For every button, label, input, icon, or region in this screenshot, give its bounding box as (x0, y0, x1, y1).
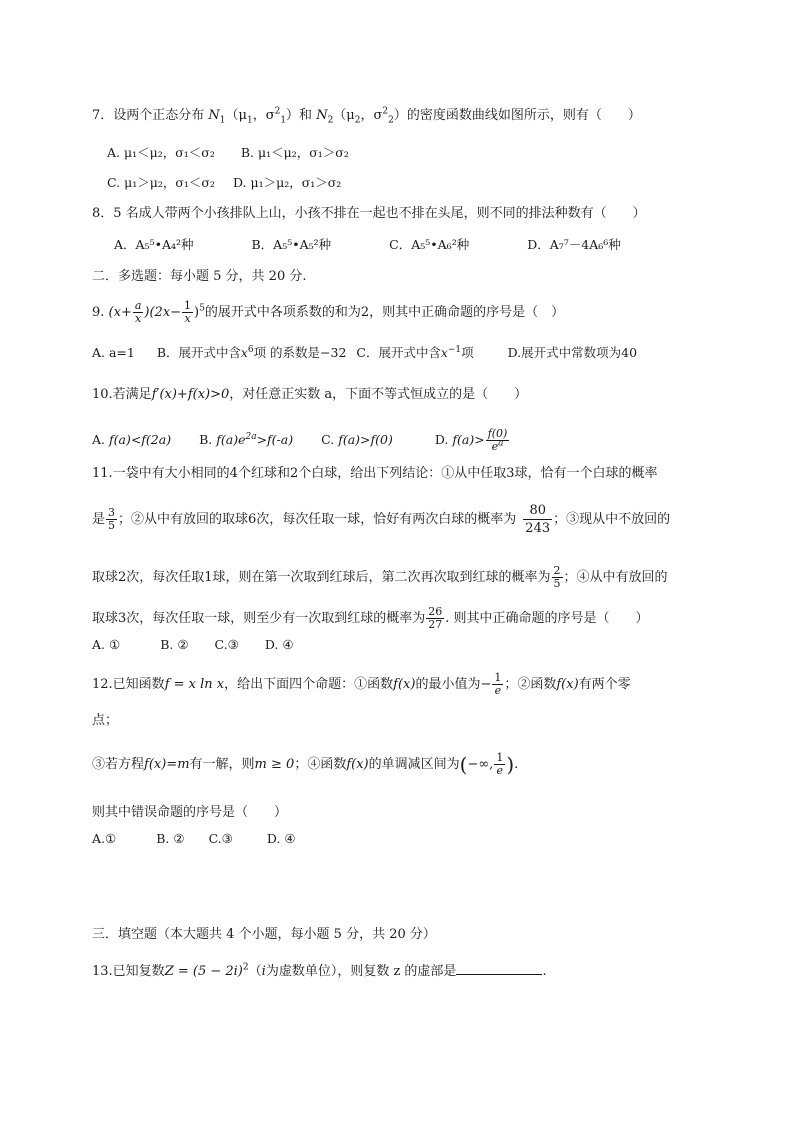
q10-option-d-frac (486, 428, 510, 453)
q10-option-d-den (486, 438, 510, 453)
q7-sigma1-sup: 2 (274, 106, 281, 117)
q7-n1: N (208, 108, 220, 123)
q12-line3-d: 的单调减区间为 (368, 757, 460, 772)
q10-option-c-expr: f(a)>f(0) (338, 432, 393, 447)
q9-option-b-var: x (241, 346, 248, 360)
q9-frac1-den: x (135, 312, 142, 325)
q9-expr-part2: )(2x− (144, 305, 182, 320)
q7-option-a[interactable]: A. μ₁＜μ₂，σ₁＜σ₂ (107, 145, 215, 160)
q7-options-row1 (107, 144, 349, 162)
q7-n1-params: （μ (225, 108, 247, 123)
q9-option-c[interactable] (356, 345, 473, 360)
q11-line4-text: 取球3次，每次任取一球，则至少有一次取到红球的概率为 (92, 611, 426, 626)
q7-option-c[interactable]: C. μ₁＞μ₂，σ₁＜σ₂ (107, 175, 215, 190)
q12-interval-num: 1 (496, 751, 504, 764)
q10-option-d-expr: f(a)> (452, 432, 485, 447)
q11-frac-26-27 (426, 606, 444, 631)
q13-stem-end: . (542, 964, 547, 979)
q12-interval-open-paren: ( (459, 752, 468, 777)
q13-stem-text: 13.已知复数 (92, 964, 165, 979)
q9-options (92, 344, 637, 362)
q10-option-b-expr: f(a)e (216, 432, 246, 447)
q10-option-d-label: D. (434, 432, 449, 447)
q7-mu1-sub: 1 (246, 115, 253, 126)
q12-stem-c: 的最小值为 (415, 677, 481, 692)
q7-n2-params: （μ (333, 108, 355, 123)
q10-option-a[interactable] (92, 432, 171, 447)
section-3-title: 三．填空题（本大题共 4 个小题，每小题 5 分，共 20 分） (92, 927, 436, 942)
q12-fx-1: f(x) (393, 677, 416, 692)
q11-line2 (92, 502, 670, 537)
section-2-title: 二．多选题：每小题 5 分，共 20 分. (92, 269, 307, 284)
q8-option-b[interactable]: B．A₅⁵•A₅²种 (251, 237, 332, 252)
q9-option-d[interactable]: D.展开式中常数项为40 (507, 345, 638, 360)
q10-option-c-label: C. (321, 432, 335, 447)
q11-line1: 11.一袋中有大小相同的4个红球和2个白球，给出下列结论：①从中任取3球，恰有一个白球的概率 (92, 466, 658, 481)
q11-options (92, 636, 294, 654)
q12-stem-text: 12.已知函数 (92, 677, 165, 692)
q7-stem (92, 107, 641, 125)
q12-function: f = x ln x (164, 677, 225, 692)
q10-option-d-num: f(0) (487, 427, 508, 440)
q10-stem (92, 386, 527, 404)
q10-option-d-den-base: e (491, 440, 499, 453)
q12-line3-b: 有一解，则 (189, 757, 255, 772)
q13-stem (92, 962, 547, 981)
q9-frac-a-over-x (133, 300, 144, 325)
q13-expression: Z = (5 − 2i) (164, 964, 243, 979)
q10-option-b[interactable] (199, 432, 293, 447)
q11-line2-end: ；③现从中不放回的 (553, 512, 671, 527)
q10-options (92, 428, 510, 453)
q11-frac-b-den: 243 (525, 521, 551, 536)
q12-line3 (92, 752, 518, 777)
q12-interval-den: e (496, 764, 504, 777)
q8-option-a[interactable]: A．A₅⁵•A₄²种 (114, 237, 194, 252)
q10-option-b-rest: >f(-a) (256, 432, 294, 447)
q11-option-b[interactable]: B. ② (160, 637, 189, 652)
q11-line3 (92, 565, 668, 590)
q9-option-b-text: B．展开式中含 (156, 345, 242, 360)
q12-line4: 则其中错误命题的序号是（ ） (92, 805, 288, 820)
q13-exponent: 2 (242, 962, 249, 973)
q12-stem-d: ；②函数 (504, 677, 557, 692)
q12-stem-b: ，给出下面四个命题：①函数 (224, 677, 394, 692)
q12-condition: m ≥ 0 (254, 757, 295, 772)
q9-option-c-exp: −1 (447, 344, 462, 355)
q8-option-c[interactable]: C．A₅⁵•A₆²种 (389, 237, 470, 252)
q9-number: 9. (92, 305, 105, 320)
q11-line4 (92, 606, 649, 631)
q12-fx-3: f(x) (346, 757, 369, 772)
q11-line2-mid: ；②从中有放回的取球6次，每次任取一球，恰好有两次白球的概率为 (118, 512, 517, 527)
q7-n2-sigma: ，σ (360, 108, 383, 123)
q12-option-d[interactable]: D. ④ (266, 831, 296, 846)
q11-frac-a-num: 3 (108, 506, 116, 519)
q9-frac2-den: x (184, 312, 191, 325)
q11-line4-end: . 则其中正确命题的序号是（ ） (445, 611, 649, 626)
q12-min-sign: − (480, 677, 492, 692)
q7-options-row2 (107, 174, 341, 192)
q12-option-b[interactable]: B. ② (156, 831, 185, 846)
q11-frac-d-den: 27 (428, 618, 443, 631)
q11-option-d[interactable]: D. ④ (264, 637, 294, 652)
q7-stem-text: 7．设两个正态分布 (92, 108, 209, 123)
q9-option-b-rest: 项 的系数是−32 (253, 345, 347, 360)
q12-equation: f(x)=m (144, 757, 190, 772)
q9-option-c-rest: 项 (461, 345, 474, 360)
q11-option-a[interactable]: A. ① (92, 637, 121, 652)
q7-sigma2-sup: 2 (382, 106, 389, 117)
q9-option-b-exp: 6 (247, 344, 254, 355)
q7-stem-and: ）和 (286, 108, 317, 123)
q11-frac-c-num: 2 (553, 564, 561, 577)
q13-answer-blank[interactable] (456, 962, 542, 975)
q10-option-d[interactable] (434, 427, 511, 453)
q12-fx-2: f(x) (556, 677, 579, 692)
q10-stem-rest: ，对任意正实数 a，下面不等式恒成立的是（ ） (229, 387, 528, 402)
q11-line3-text: 取球2次，每次任取1球，则在第一次取到红球后，第二次再次取到红球的概率为 (92, 570, 551, 585)
q7-sigma1-sub: 1 (280, 115, 287, 126)
q12-min-den: e (494, 684, 502, 697)
q8-stem: 8．5 名成人带两个小孩排队上山，小孩不排在一起也不排在头尾，则不同的排法种数有（ ） (92, 206, 646, 221)
q7-n2: N (316, 108, 328, 123)
q11-option-c[interactable]: C.③ (214, 637, 239, 652)
q7-n1-sub: 1 (219, 115, 226, 126)
q10-option-a-expr: f(a)<f(2a) (109, 432, 172, 447)
q9-expr-part1: (x+ (108, 305, 132, 320)
q11-line3-end: ；④从中有放回的 (563, 570, 668, 585)
q7-n2-sub: 2 (327, 115, 334, 126)
q12-interval-left: −∞, (467, 757, 494, 772)
q9-frac-1-over-x (182, 300, 193, 325)
q11-frac-2-5 (552, 565, 563, 590)
q11-frac-b-num: 80 (523, 502, 552, 520)
q11-frac-d-num: 26 (428, 605, 443, 618)
q10-option-d-den-exp: a (498, 438, 504, 449)
q10-condition: f′(x)+f(x)>0 (151, 387, 230, 402)
q10-stem-text: 10.若满足 (92, 387, 152, 402)
q9-option-c-var: x (441, 346, 448, 360)
q12-min-num: 1 (494, 671, 502, 684)
q7-option-d[interactable]: D. μ₁＞μ₂，σ₁＞σ₂ (232, 175, 342, 190)
q11-frac-3-5 (106, 507, 117, 532)
q7-stem-end: ）的密度函数曲线如图所示，则有（ ） (393, 108, 641, 123)
q9-option-a[interactable]: A. a=1 (92, 345, 135, 360)
q13-i-var: i (261, 964, 266, 979)
q8-option-d[interactable]: D．A₇⁷－4A₆⁶种 (527, 237, 621, 252)
q9-frac1-num: a (134, 299, 142, 312)
q12-option-a[interactable]: A.① (92, 831, 117, 846)
q11-line2-text: 是 (92, 512, 106, 527)
q10-option-b-label: B. (199, 432, 213, 447)
q13-stem-c: 为虚数单位），则复数 z 的虚部是 (265, 964, 457, 979)
q9-stem (92, 300, 564, 325)
q9-option-c-text: C．展开式中含 (356, 345, 441, 360)
q12-min-frac (492, 672, 503, 697)
q10-option-b-exp: 2a (245, 431, 257, 442)
q12-interval-close-paren: ) (506, 752, 515, 777)
q12-line3-c: ；④函数 (294, 757, 347, 772)
q8-options (114, 236, 621, 254)
q12-line1 (92, 672, 631, 697)
q7-option-b[interactable]: B. μ₁＜μ₂，σ₁＞σ₂ (240, 145, 349, 160)
q9-frac2-num: 1 (184, 299, 192, 312)
q12-line2: 点； (92, 713, 119, 728)
q12-line3-text: ③若方程 (92, 757, 145, 772)
q7-n1-sigma: ，σ (252, 108, 275, 123)
q9-option-b[interactable] (157, 345, 347, 360)
q9-exponent: 5 (199, 303, 205, 314)
q10-option-a-label: A. (92, 432, 106, 447)
q9-stem-text: 的展开式中各项系数的和为2，则其中正确命题的序号是（ ） (204, 305, 565, 320)
q9-expr-close: ) (194, 305, 200, 320)
q12-interval-frac (494, 752, 505, 777)
q11-frac-c-den: 5 (553, 577, 561, 590)
q11-frac-a-den: 5 (108, 519, 116, 532)
q12-stem-e: 有两个零 (578, 677, 631, 692)
q12-options (92, 830, 296, 848)
q13-stem-b: （ (248, 964, 262, 979)
q12-option-c[interactable]: C.③ (208, 831, 233, 846)
q7-mu2-sub: 2 (354, 115, 361, 126)
q11-frac-80-243 (523, 502, 552, 537)
q12-line3-end: . (514, 757, 519, 772)
q7-sigma2-sub: 2 (388, 115, 394, 126)
q10-option-c[interactable] (321, 432, 393, 447)
